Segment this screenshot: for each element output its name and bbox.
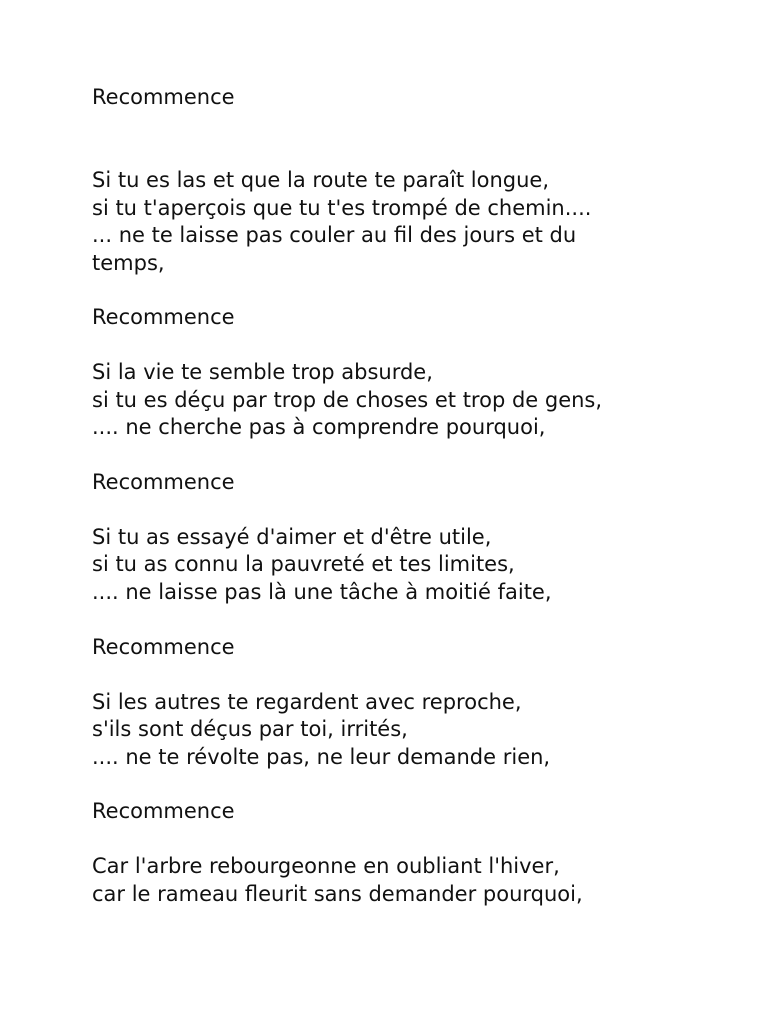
stanza-3-line-2: si tu as connu la pauvreté et tes limites, — [92, 552, 515, 576]
stanza-2-line-1: Si la vie te semble trop absurde, — [92, 360, 433, 384]
refrain-1: Recommence — [92, 305, 235, 329]
refrain-4: Recommence — [92, 799, 235, 823]
stanza-4-line-1: Si les autres te regardent avec reproche, — [92, 690, 522, 714]
poem-title: Recommence — [92, 85, 235, 109]
stanza-3-line-1: Si tu as essayé d'aimer et d'être utile, — [92, 525, 492, 549]
stanza-4-line-3: .... ne te révolte pas, ne leur demande rien, — [92, 745, 551, 769]
stanza-4-line-2: s'ils sont déçus par toi, irrités, — [92, 717, 408, 741]
stanza-5-line-1: Car l'arbre rebourgeonne en oubliant l'hiver, — [92, 854, 560, 878]
stanza-2-line-3: .... ne cherche pas à comprendre pourquoi, — [92, 415, 546, 439]
stanza-1-line-1: Si tu es las et que la route te paraît longue, — [92, 168, 550, 192]
stanza-3-line-3: .... ne laisse pas là une tâche à moitié faite, — [92, 580, 552, 604]
refrain-2: Recommence — [92, 470, 235, 494]
stanza-1-line-2: si tu t'aperçois que tu t'es trompé de chemin.... — [92, 196, 592, 220]
stanza-2-line-2: si tu es déçu par trop de choses et trop de gens, — [92, 388, 603, 412]
stanza-1-line-3: ... ne te laisse pas couler au fil des jours et du — [92, 223, 577, 247]
stanza-1-line-4: temps, — [92, 251, 165, 275]
refrain-3: Recommence — [92, 635, 235, 659]
stanza-5-line-2: car le rameau fleurit sans demander pourquoi, — [92, 882, 583, 906]
